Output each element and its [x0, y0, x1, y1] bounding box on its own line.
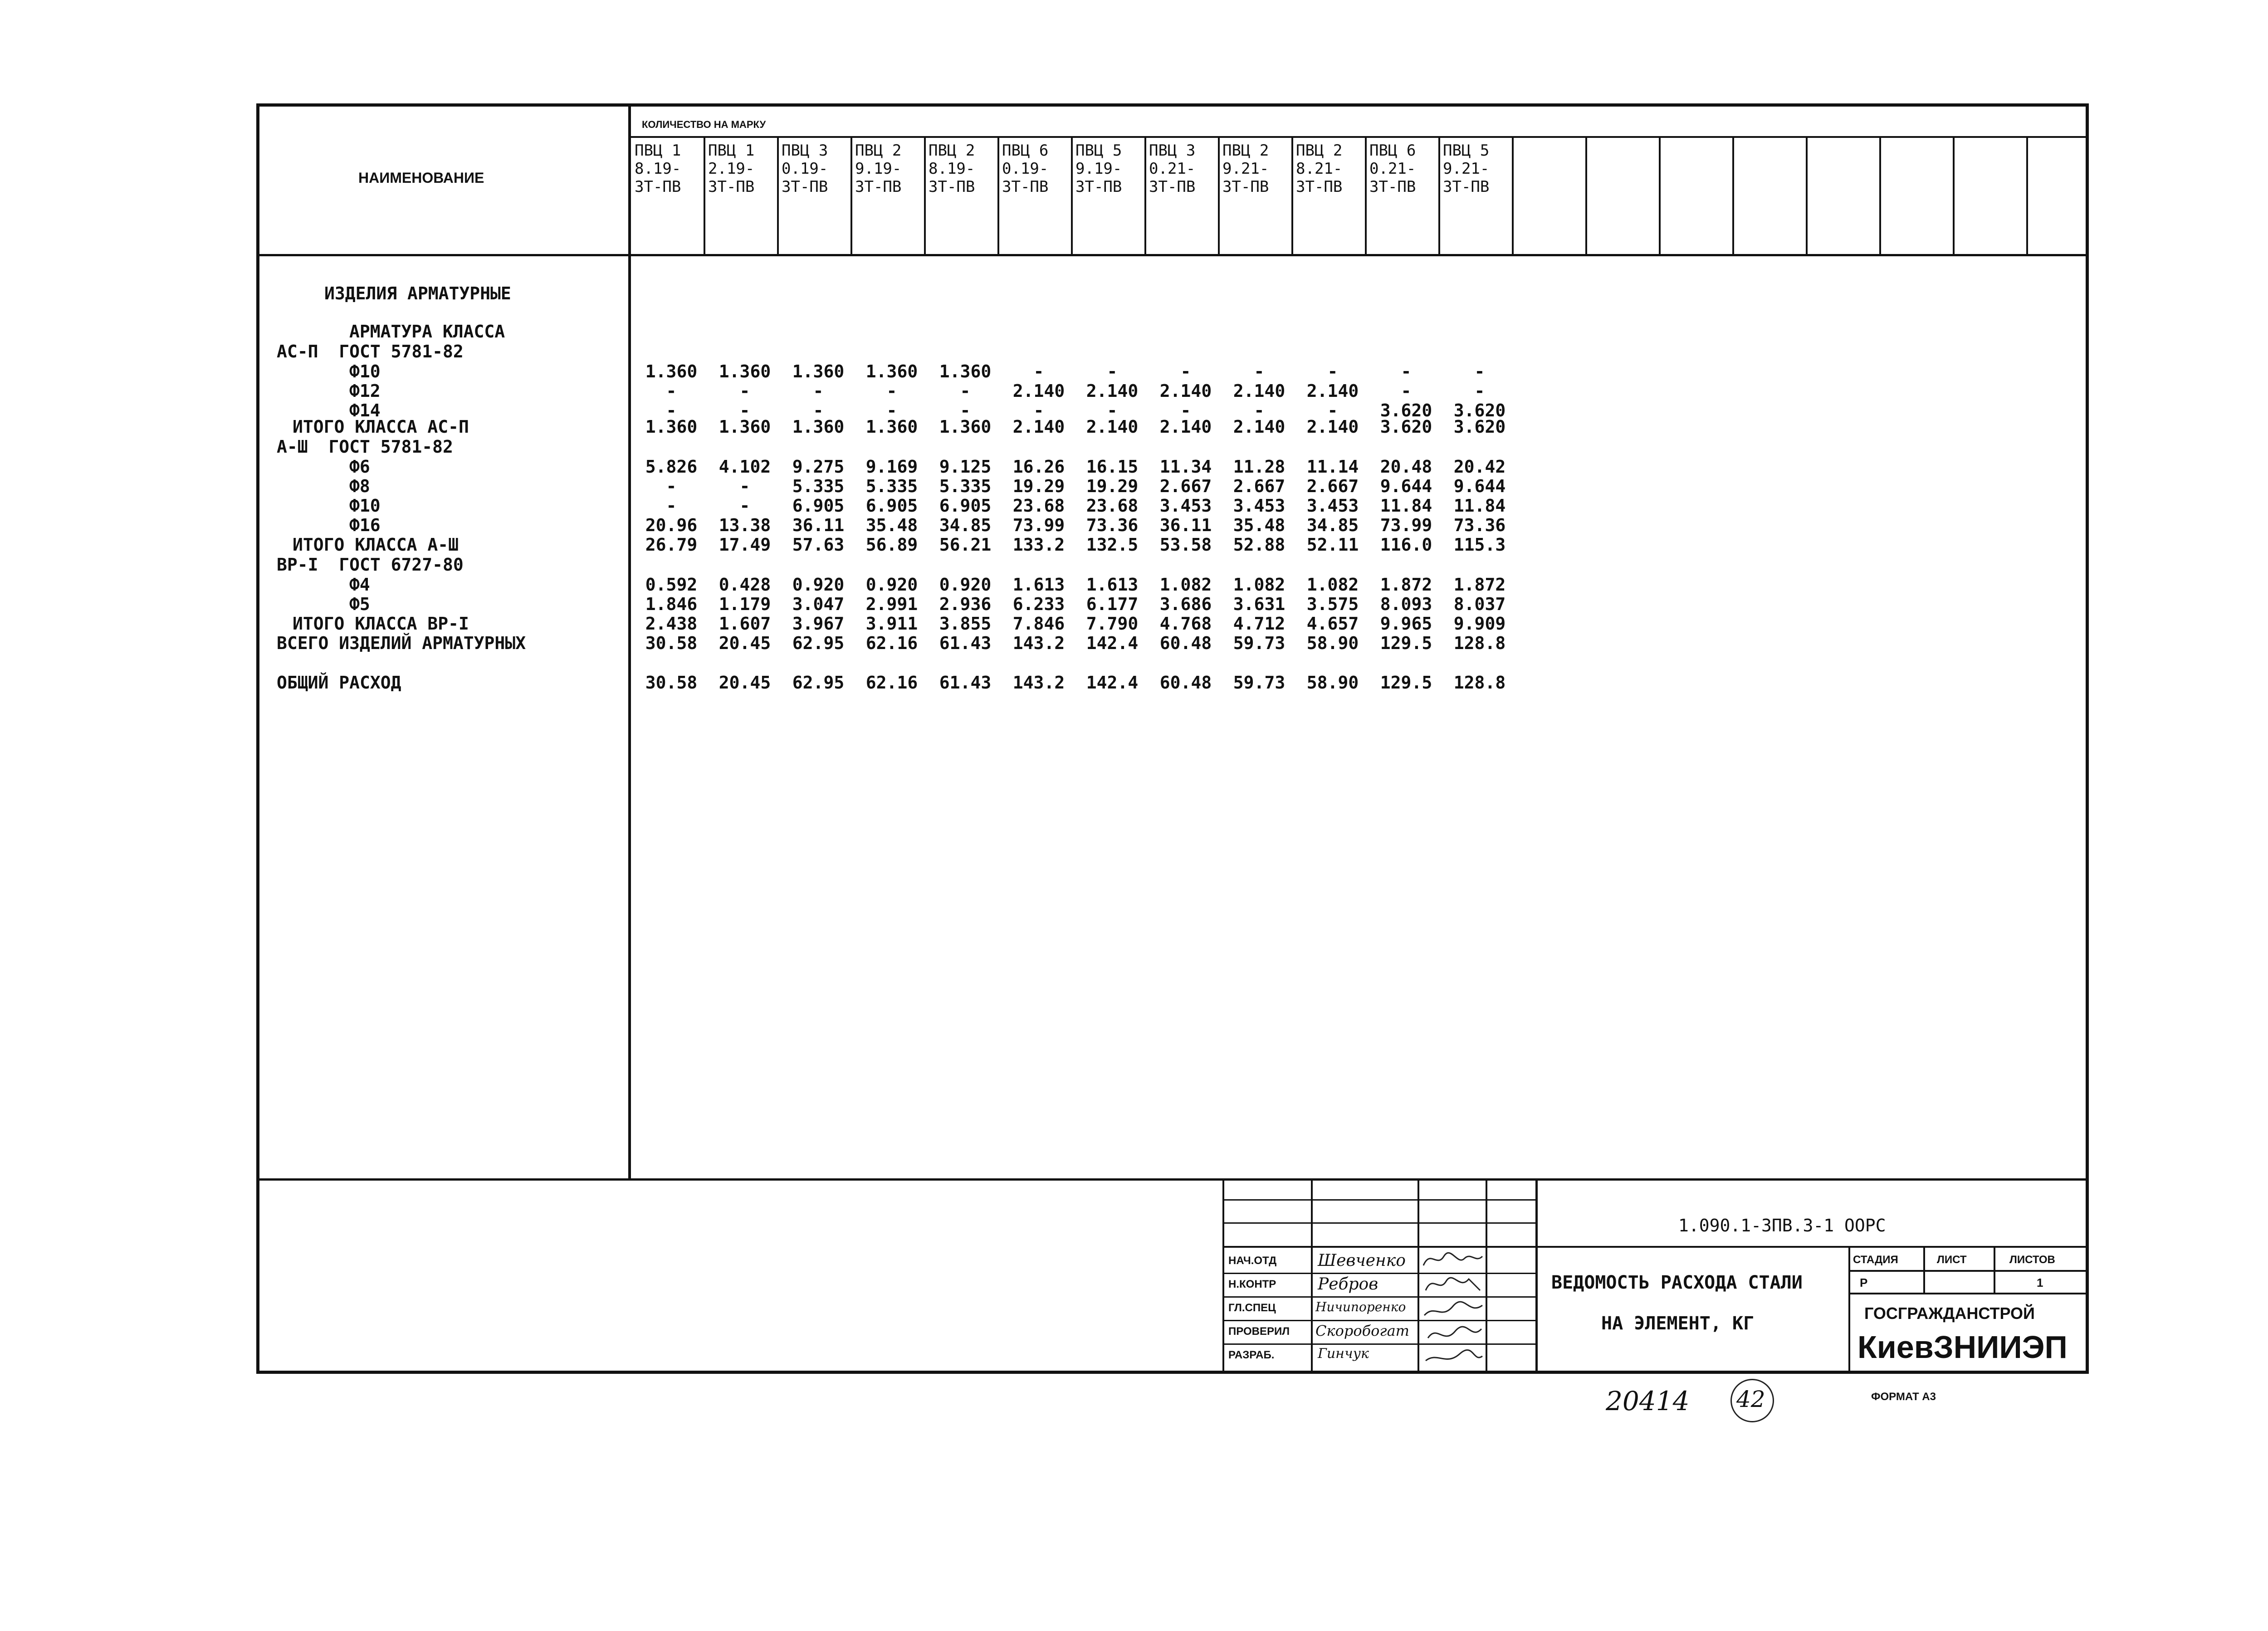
- column-divider: [1806, 137, 1808, 255]
- value-cell: 9.125: [939, 457, 992, 477]
- value-cell: -: [1107, 361, 1118, 381]
- value-cell: 35.48: [1233, 515, 1286, 535]
- column-divider: [850, 137, 852, 255]
- value-cell: 9.169: [865, 457, 918, 477]
- value-cell: 3.620: [1380, 417, 1432, 437]
- value-cell: 20.48: [1380, 457, 1432, 477]
- value-cell: 16.15: [1086, 457, 1139, 477]
- value-cell: 7.846: [1012, 614, 1065, 634]
- value-cell: -: [666, 496, 677, 516]
- value-cell: 9.909: [1453, 614, 1506, 634]
- value-cell: 1.360: [939, 361, 992, 381]
- mark-header-cell: [1222, 142, 1269, 196]
- signer-name: Ничипоренко: [1315, 1299, 1406, 1314]
- value-cell: 4.712: [1233, 614, 1286, 634]
- value-cell: 61.43: [939, 633, 992, 653]
- mark-header-line: 3Т-ПВ: [635, 178, 681, 196]
- value-cell: 7.790: [1086, 614, 1139, 634]
- quantity-per-mark-label: КОЛИЧЕСТВО НА МАРКУ: [642, 119, 766, 130]
- column-divider: [1953, 137, 1955, 255]
- signer-name: Ребров: [1318, 1275, 1378, 1294]
- value-cell: 34.85: [1306, 515, 1359, 535]
- value-cell: 11.34: [1159, 457, 1212, 477]
- value-cell: 2.140: [1012, 381, 1065, 401]
- value-cell: 128.8: [1453, 633, 1506, 653]
- signatures-image: [1419, 1247, 1486, 1371]
- value-cell: 6.233: [1012, 594, 1065, 614]
- value-cell: -: [739, 476, 750, 496]
- row-label: Ф4: [349, 575, 370, 595]
- value-cell: 3.855: [939, 614, 992, 634]
- value-cell: 1.613: [1086, 575, 1139, 595]
- value-cell: 2.140: [1159, 417, 1212, 437]
- column-divider: [777, 137, 779, 255]
- mark-header-line: 3Т-ПВ: [1369, 178, 1416, 196]
- row-label: ИТОГО КЛАССА АС-П: [293, 417, 469, 437]
- value-cell: 3.967: [792, 614, 845, 634]
- value-cell: 115.3: [1453, 535, 1506, 555]
- row-label: ВСЕГО ИЗДЕЛИЙ АРМАТУРНЫХ: [277, 633, 526, 653]
- value-cell: 13.38: [719, 515, 771, 535]
- value-cell: 9.644: [1380, 476, 1432, 496]
- stage-label: СТАДИЯ: [1853, 1254, 1898, 1266]
- value-cell: 9.644: [1453, 476, 1506, 496]
- value-cell: 59.73: [1233, 673, 1286, 693]
- mark-header-line: 9.21-: [1222, 160, 1269, 178]
- value-cell: 73.99: [1012, 515, 1065, 535]
- mark-header-line: 3Т-ПВ: [782, 178, 828, 196]
- value-cell: 56.21: [939, 535, 992, 555]
- row-label: Ф16: [349, 515, 381, 535]
- value-cell: -: [813, 400, 824, 420]
- row-label: Ф10: [349, 361, 381, 381]
- name-column-header: НАИМЕНОВАНИЕ: [358, 170, 484, 186]
- value-cell: 60.48: [1159, 673, 1212, 693]
- mark-header-line: 3Т-ПВ: [1296, 178, 1343, 196]
- value-cell: 6.905: [865, 496, 918, 516]
- mark-header-line: 8.21-: [1296, 160, 1343, 178]
- mark-header-line: ПВЦ 1: [635, 142, 681, 160]
- value-cell: -: [666, 400, 677, 420]
- value-cell: 26.79: [645, 535, 698, 555]
- value-cell: 56.89: [865, 535, 918, 555]
- value-cell: 59.73: [1233, 633, 1286, 653]
- value-cell: 3.620: [1380, 400, 1432, 420]
- value-cell: 2.140: [1233, 381, 1286, 401]
- value-cell: 11.28: [1233, 457, 1286, 477]
- value-cell: 30.58: [645, 633, 698, 653]
- value-cell: 1.179: [719, 594, 771, 614]
- signer-name: Шевченко: [1318, 1251, 1406, 1270]
- value-cell: -: [739, 381, 750, 401]
- value-cell: 3.620: [1453, 417, 1506, 437]
- role-label: НАЧ.ОТД: [1228, 1255, 1277, 1267]
- value-cell: 2.667: [1159, 476, 1212, 496]
- column-divider: [1732, 137, 1734, 255]
- value-cell: 1.360: [792, 361, 845, 381]
- organization-ministry: ГОСГРАЖДАНСТРОЙ: [1864, 1304, 2035, 1323]
- column-divider: [1659, 137, 1661, 255]
- value-cell: 58.90: [1306, 673, 1359, 693]
- value-cell: 143.2: [1012, 673, 1065, 693]
- value-cell: 11.84: [1453, 496, 1506, 516]
- value-cell: -: [1327, 361, 1338, 381]
- value-cell: 4.102: [719, 457, 771, 477]
- value-cell: 2.140: [1086, 381, 1139, 401]
- row-label: АС-П ГОСТ 5781-82: [277, 342, 464, 361]
- value-cell: 23.68: [1012, 496, 1065, 516]
- column-divider: [1585, 137, 1587, 255]
- stage-value: Р: [1860, 1276, 1868, 1289]
- signer-name: Гинчук: [1318, 1346, 1369, 1362]
- mark-header-line: 9.19-: [1075, 160, 1122, 178]
- mark-header-line: ПВЦ 5: [1443, 142, 1490, 160]
- value-cell: 3.047: [792, 594, 845, 614]
- role-label: ГЛ.СПЕЦ: [1228, 1302, 1276, 1314]
- column-divider: [1071, 137, 1073, 255]
- value-cell: 20.42: [1453, 457, 1506, 477]
- value-cell: 5.335: [792, 476, 845, 496]
- inventory-number: 20414: [1606, 1386, 1690, 1416]
- value-cell: 1.082: [1233, 575, 1286, 595]
- value-cell: 0.920: [939, 575, 992, 595]
- row-label: ОБЩИЙ РАСХОД: [277, 673, 401, 693]
- value-cell: -: [1401, 381, 1412, 401]
- mark-header-line: ПВЦ 5: [1075, 142, 1122, 160]
- value-cell: -: [666, 476, 677, 496]
- column-divider: [1365, 137, 1367, 255]
- value-cell: 36.11: [1159, 515, 1212, 535]
- mark-header-line: 3Т-ПВ: [929, 178, 975, 196]
- value-cell: 1.360: [939, 417, 992, 437]
- value-cell: 2.140: [1306, 381, 1359, 401]
- mark-header-line: 3Т-ПВ: [1222, 178, 1269, 196]
- value-cell: -: [1474, 361, 1485, 381]
- value-cell: -: [886, 400, 897, 420]
- value-cell: 1.872: [1380, 575, 1432, 595]
- value-cell: 6.905: [792, 496, 845, 516]
- value-cell: -: [886, 381, 897, 401]
- mark-header-line: ПВЦ 2: [1222, 142, 1269, 160]
- value-cell: 2.140: [1159, 381, 1212, 401]
- value-cell: -: [1107, 400, 1118, 420]
- sheets-value: 1: [2037, 1276, 2043, 1289]
- value-cell: 20.45: [719, 633, 771, 653]
- value-cell: 3.453: [1159, 496, 1212, 516]
- value-cell: 61.43: [939, 673, 992, 693]
- value-cell: -: [1254, 361, 1265, 381]
- column-divider: [924, 137, 926, 255]
- value-cell: 3.911: [865, 614, 918, 634]
- value-cell: 20.96: [645, 515, 698, 535]
- section-title: ИЗДЕЛИЯ АРМАТУРНЫЕ: [324, 283, 511, 303]
- value-cell: 129.5: [1380, 673, 1432, 693]
- value-cell: 1.360: [792, 417, 845, 437]
- value-cell: 9.965: [1380, 614, 1432, 634]
- mark-header-line: 3Т-ПВ: [1075, 178, 1122, 196]
- column-divider: [1218, 137, 1220, 255]
- value-cell: 73.36: [1453, 515, 1506, 535]
- value-cell: 0.920: [865, 575, 918, 595]
- value-cell: 73.99: [1380, 515, 1432, 535]
- column-divider: [704, 137, 705, 255]
- value-cell: 2.667: [1306, 476, 1359, 496]
- column-divider: [1144, 137, 1146, 255]
- value-cell: -: [1033, 400, 1044, 420]
- mark-header-cell: [708, 142, 754, 196]
- mark-header-line: ПВЦ 3: [782, 142, 828, 160]
- mark-header-line: ПВЦ 2: [1296, 142, 1343, 160]
- mark-header-line: 3Т-ПВ: [1002, 178, 1049, 196]
- value-cell: 8.037: [1453, 594, 1506, 614]
- value-cell: 52.88: [1233, 535, 1286, 555]
- mark-header-cell: [929, 142, 975, 196]
- value-cell: 0.920: [792, 575, 845, 595]
- row-label: ВР-I ГОСТ 6727-80: [277, 555, 464, 575]
- mark-header-cell: [782, 142, 828, 196]
- row-label: Ф10: [349, 496, 381, 516]
- mark-header-line: ПВЦ 1: [708, 142, 755, 160]
- value-cell: 3.620: [1453, 400, 1506, 420]
- value-cell: 16.26: [1012, 457, 1065, 477]
- value-cell: 34.85: [939, 515, 992, 535]
- value-cell: 62.95: [792, 633, 845, 653]
- mark-header-cell: [1075, 142, 1122, 196]
- mark-header-line: 0.21-: [1369, 160, 1416, 178]
- value-cell: 3.631: [1233, 594, 1286, 614]
- value-cell: 2.140: [1012, 417, 1065, 437]
- value-cell: -: [739, 400, 750, 420]
- value-cell: -: [1401, 361, 1412, 381]
- role-label: РАЗРАБ.: [1228, 1349, 1275, 1361]
- value-cell: -: [1180, 361, 1191, 381]
- value-cell: 1.360: [865, 417, 918, 437]
- format-label: ФОРМАТ А3: [1871, 1391, 1936, 1403]
- value-cell: 1.613: [1012, 575, 1065, 595]
- row-label: Ф14: [349, 400, 381, 420]
- value-cell: 0.592: [645, 575, 698, 595]
- mark-header-line: 9.19-: [855, 160, 902, 178]
- column-divider: [997, 137, 999, 255]
- row-label: Ф12: [349, 381, 381, 401]
- row-label: Ф6: [349, 457, 370, 477]
- value-cell: 3.453: [1233, 496, 1286, 516]
- value-cell: 62.16: [865, 673, 918, 693]
- mark-header-cell: [1443, 142, 1489, 196]
- value-cell: 128.8: [1453, 673, 1506, 693]
- mark-header-line: ПВЦ 6: [1369, 142, 1416, 160]
- mark-header-line: ПВЦ 2: [855, 142, 902, 160]
- document-code: 1.090.1-3ПВ.3-1 ООРС: [1678, 1216, 1886, 1235]
- value-cell: 62.95: [792, 673, 845, 693]
- value-cell: 20.45: [719, 673, 771, 693]
- row-label: АРМАТУРА КЛАССА: [349, 322, 505, 342]
- value-cell: -: [1180, 400, 1191, 420]
- value-cell: 19.29: [1086, 476, 1139, 496]
- mark-header-line: ПВЦ 6: [1002, 142, 1049, 160]
- value-cell: -: [960, 381, 971, 401]
- value-cell: 73.36: [1086, 515, 1139, 535]
- value-cell: 3.453: [1306, 496, 1359, 516]
- value-cell: 11.14: [1306, 457, 1359, 477]
- value-cell: 1.360: [645, 361, 698, 381]
- mark-header-line: 3Т-ПВ: [855, 178, 902, 196]
- value-cell: 4.768: [1159, 614, 1212, 634]
- value-cell: 2.140: [1233, 417, 1286, 437]
- value-cell: -: [739, 496, 750, 516]
- mark-header-line: 0.19-: [1002, 160, 1049, 178]
- value-cell: 142.4: [1086, 673, 1139, 693]
- value-cell: 6.177: [1086, 594, 1139, 614]
- value-cell: -: [1327, 400, 1338, 420]
- value-cell: 23.68: [1086, 496, 1139, 516]
- value-cell: -: [1474, 381, 1485, 401]
- value-cell: 17.49: [719, 535, 771, 555]
- value-cell: 1.846: [645, 594, 698, 614]
- value-cell: 1.082: [1159, 575, 1212, 595]
- value-cell: 9.275: [792, 457, 845, 477]
- value-cell: -: [813, 381, 824, 401]
- role-label: Н.КОНТР: [1228, 1278, 1276, 1290]
- value-cell: 30.58: [645, 673, 698, 693]
- column-divider: [2026, 137, 2028, 255]
- mark-header-line: 2.19-: [708, 160, 755, 178]
- value-cell: 36.11: [792, 515, 845, 535]
- value-cell: 35.48: [865, 515, 918, 535]
- column-divider: [1512, 137, 1514, 255]
- value-cell: 52.11: [1306, 535, 1359, 555]
- page-number: 42: [1736, 1386, 1765, 1412]
- value-cell: 8.093: [1380, 594, 1432, 614]
- value-cell: 5.335: [939, 476, 992, 496]
- value-cell: 11.84: [1380, 496, 1432, 516]
- mark-header-line: 3Т-ПВ: [1149, 178, 1196, 196]
- value-cell: 58.90: [1306, 633, 1359, 653]
- mark-header-line: 8.19-: [635, 160, 681, 178]
- value-cell: -: [666, 381, 677, 401]
- column-divider: [1879, 137, 1881, 255]
- value-cell: 1.607: [719, 614, 771, 634]
- mark-header-line: ПВЦ 3: [1149, 142, 1196, 160]
- value-cell: 5.826: [645, 457, 698, 477]
- value-cell: 133.2: [1012, 535, 1065, 555]
- sheets-label: ЛИСТОВ: [2009, 1254, 2055, 1266]
- mark-header-line: 9.21-: [1443, 160, 1490, 178]
- mark-header-line: 3Т-ПВ: [708, 178, 755, 196]
- value-cell: 60.48: [1159, 633, 1212, 653]
- mark-header-cell: [1149, 142, 1195, 196]
- mark-header-cell: [855, 142, 901, 196]
- value-cell: 4.657: [1306, 614, 1359, 634]
- value-cell: 5.335: [865, 476, 918, 496]
- value-cell: 116.0: [1380, 535, 1432, 555]
- value-cell: 62.16: [865, 633, 918, 653]
- mark-header-line: 0.19-: [782, 160, 828, 178]
- row-label: ИТОГО КЛАССА А-Ш: [293, 535, 459, 555]
- mark-header-cell: [1369, 142, 1416, 196]
- organization-logo-text: КиевЗНИИЭП: [1857, 1329, 2068, 1365]
- row-label: Ф5: [349, 594, 370, 614]
- role-label: ПРОВЕРИЛ: [1228, 1325, 1290, 1338]
- value-cell: 53.58: [1159, 535, 1212, 555]
- value-cell: 19.29: [1012, 476, 1065, 496]
- value-cell: 1.360: [645, 417, 698, 437]
- value-cell: -: [1254, 400, 1265, 420]
- value-cell: 1.872: [1453, 575, 1506, 595]
- value-cell: 2.140: [1306, 417, 1359, 437]
- value-cell: 6.905: [939, 496, 992, 516]
- value-cell: 1.360: [865, 361, 918, 381]
- value-cell: 2.438: [645, 614, 698, 634]
- value-cell: 3.575: [1306, 594, 1359, 614]
- mark-header-line: ПВЦ 2: [929, 142, 975, 160]
- value-cell: 1.082: [1306, 575, 1359, 595]
- value-cell: 3.686: [1159, 594, 1212, 614]
- row-label: А-Ш ГОСТ 5781-82: [277, 437, 453, 457]
- value-cell: 2.140: [1086, 417, 1139, 437]
- mark-header-cell: [635, 142, 681, 196]
- value-cell: 1.360: [719, 417, 771, 437]
- mark-header-line: 0.21-: [1149, 160, 1196, 178]
- value-cell: 132.5: [1086, 535, 1139, 555]
- sheet-label: ЛИСТ: [1937, 1254, 1967, 1266]
- value-cell: 142.4: [1086, 633, 1139, 653]
- value-cell: 143.2: [1012, 633, 1065, 653]
- value-cell: 1.360: [719, 361, 771, 381]
- value-cell: 57.63: [792, 535, 845, 555]
- mark-header-cell: [1296, 142, 1342, 196]
- signer-name: Скоробогат: [1315, 1322, 1409, 1339]
- value-cell: 2.936: [939, 594, 992, 614]
- mark-header-line: 8.19-: [929, 160, 975, 178]
- value-cell: 0.428: [719, 575, 771, 595]
- document-title-line2: НА ЭЛЕМЕНТ, КГ: [1601, 1313, 1755, 1334]
- column-divider: [1291, 137, 1293, 255]
- mark-header-line: 3Т-ПВ: [1443, 178, 1490, 196]
- row-label: Ф8: [349, 476, 370, 496]
- row-label: ИТОГО КЛАССА ВР-I: [293, 614, 469, 634]
- document-title-line1: ВЕДОМОСТЬ РАСХОДА СТАЛИ: [1551, 1272, 1803, 1293]
- value-cell: 2.991: [865, 594, 918, 614]
- value-cell: 2.667: [1233, 476, 1286, 496]
- column-divider: [1438, 137, 1440, 255]
- mark-header-cell: [1002, 142, 1048, 196]
- value-cell: 129.5: [1380, 633, 1432, 653]
- value-cell: -: [960, 400, 971, 420]
- value-cell: -: [1033, 361, 1044, 381]
